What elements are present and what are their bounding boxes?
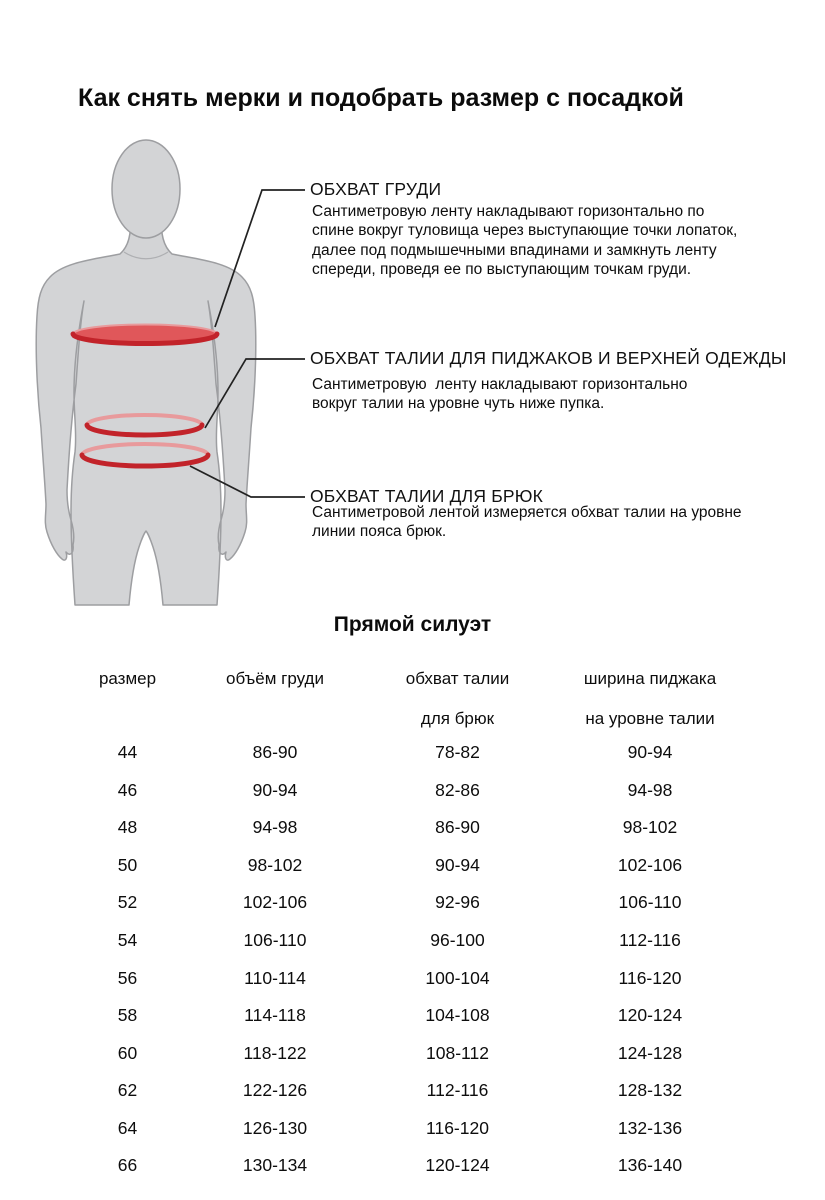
chest-measure-band bbox=[73, 325, 217, 344]
annotation-line: далее под подмышечными впадинами и замкнуть ленту bbox=[312, 241, 717, 259]
cell-size: 60 bbox=[117, 1042, 138, 1063]
annotation-line: линии пояса брюк. bbox=[312, 523, 447, 541]
cell-chest: 114-118 bbox=[244, 1005, 306, 1026]
cell-jacket-width: 90-94 bbox=[627, 742, 673, 763]
cell-chest: 98-102 bbox=[247, 854, 303, 875]
annotation-line: Сантиметровую ленту накладывают горизонтально bbox=[312, 376, 688, 393]
cell-size: 56 bbox=[117, 967, 138, 988]
annotation-line: вокруг талии на уровне чуть ниже пупка. bbox=[312, 395, 605, 413]
cell-waist: 90-94 bbox=[435, 854, 480, 875]
table-row bbox=[70, 734, 750, 772]
table-row bbox=[70, 1034, 750, 1072]
annotation-heading-jacket-waist: ОБХВАТ ТАЛИИ ДЛЯ ПИДЖАКОВ И ВЕРХНЕЙ ОДЕЖДЫ bbox=[310, 348, 787, 368]
cell-chest: 126-130 bbox=[242, 1117, 308, 1138]
cell-waist: 92-96 bbox=[435, 892, 480, 913]
table-header-row-2 bbox=[70, 708, 750, 730]
cell-waist: 104-108 bbox=[425, 1005, 490, 1026]
cell-jacket-width: 94-98 bbox=[627, 779, 673, 800]
page-title: Как снять мерки и подобрать размер с посадкой bbox=[78, 84, 684, 112]
column-header-jacket-width: ширина пиджака bbox=[583, 669, 717, 688]
table-title: Прямой силуэт bbox=[333, 613, 492, 636]
cell-chest: 94-98 bbox=[252, 817, 298, 838]
body-measurement-diagram bbox=[20, 130, 310, 610]
cell-waist: 108-112 bbox=[426, 1042, 489, 1063]
annotation-line: спине вокруг туловища через выступающие точки лопаток, bbox=[312, 222, 738, 240]
size-table-body bbox=[70, 734, 750, 1185]
table-row bbox=[70, 809, 750, 847]
table-header-row-1 bbox=[70, 668, 750, 690]
cell-waist: 100-104 bbox=[425, 967, 490, 988]
cell-jacket-width: 128-132 bbox=[617, 1080, 683, 1101]
cell-waist: 82-86 bbox=[435, 779, 480, 800]
column-header-waist: обхват талии bbox=[405, 669, 510, 688]
table-row bbox=[70, 1109, 750, 1147]
cell-jacket-width: 106-110 bbox=[618, 892, 682, 913]
table-row bbox=[70, 1147, 750, 1185]
cell-waist: 120-124 bbox=[425, 1155, 490, 1176]
table-row bbox=[70, 847, 750, 885]
annotation-heading-trouser-waist: ОБХВАТ ТАЛИИ ДЛЯ БРЮК bbox=[310, 486, 544, 506]
cell-size: 66 bbox=[117, 1155, 138, 1176]
cell-chest: 106-110 bbox=[243, 930, 307, 950]
annotation-line: Сантиметровую ленту накладывают горизонтально по bbox=[312, 203, 705, 220]
cell-size: 58 bbox=[117, 1005, 138, 1026]
cell-jacket-width: 98-102 bbox=[622, 817, 678, 838]
cell-size: 54 bbox=[117, 930, 138, 950]
annotation-heading-chest: ОБХВАТ ГРУДИ bbox=[310, 179, 442, 199]
column-header-chest-line2 bbox=[185, 708, 365, 730]
cell-waist: 86-90 bbox=[435, 817, 480, 838]
table-row bbox=[70, 884, 750, 922]
cell-size: 62 bbox=[117, 1080, 138, 1101]
cell-size: 64 bbox=[117, 1117, 138, 1138]
table-row bbox=[70, 1072, 750, 1110]
cell-jacket-width: 124-128 bbox=[617, 1042, 683, 1063]
table-row bbox=[70, 922, 750, 960]
cell-size: 46 bbox=[117, 779, 138, 800]
head bbox=[112, 140, 180, 238]
cell-chest: 86-90 bbox=[252, 742, 298, 763]
cell-jacket-width: 112-116 bbox=[619, 930, 681, 950]
cell-chest: 130-134 bbox=[242, 1155, 308, 1176]
cell-jacket-width: 120-124 bbox=[617, 1005, 683, 1026]
cell-chest: 90-94 bbox=[252, 779, 298, 800]
column-header-jacket-width-line2: на уровне талии bbox=[585, 709, 715, 728]
cell-chest: 102-106 bbox=[242, 892, 308, 913]
column-header-waist-line2: для брюк bbox=[420, 709, 495, 728]
annotation-body-jacket-waist bbox=[312, 375, 687, 414]
annotation-line: Сантиметровой лентой измеряется обхват талии на уровне bbox=[312, 504, 742, 521]
cell-size: 48 bbox=[117, 817, 138, 838]
annotation-line: спереди, проведя ее по выступающим точкам груди. bbox=[312, 261, 692, 279]
table-row bbox=[70, 997, 750, 1035]
cell-jacket-width: 116-120 bbox=[618, 967, 682, 988]
cell-waist: 116-120 bbox=[426, 1117, 489, 1138]
cell-jacket-width: 132-136 bbox=[617, 1117, 683, 1138]
table-row bbox=[70, 772, 750, 810]
cell-chest: 122-126 bbox=[242, 1080, 308, 1101]
annotation-body-trouser-waist bbox=[312, 503, 742, 542]
cell-jacket-width: 136-140 bbox=[617, 1155, 683, 1176]
cell-waist: 78-82 bbox=[435, 742, 480, 763]
annotation-body-chest bbox=[312, 202, 737, 280]
column-header-size-line2 bbox=[70, 708, 185, 730]
cell-waist: 112-116 bbox=[426, 1080, 489, 1101]
cell-size: 50 bbox=[117, 854, 138, 875]
cell-size: 52 bbox=[117, 892, 138, 913]
cell-chest: 118-122 bbox=[243, 1042, 307, 1063]
male-silhouette bbox=[36, 216, 256, 605]
cell-waist: 96-100 bbox=[430, 930, 485, 950]
cell-size: 44 bbox=[117, 742, 138, 763]
cell-jacket-width: 102-106 bbox=[617, 854, 683, 875]
cell-chest: 110-114 bbox=[244, 967, 306, 988]
table-row bbox=[70, 959, 750, 997]
column-header-size: размер bbox=[98, 669, 157, 688]
column-header-chest: объём груди bbox=[226, 669, 324, 688]
